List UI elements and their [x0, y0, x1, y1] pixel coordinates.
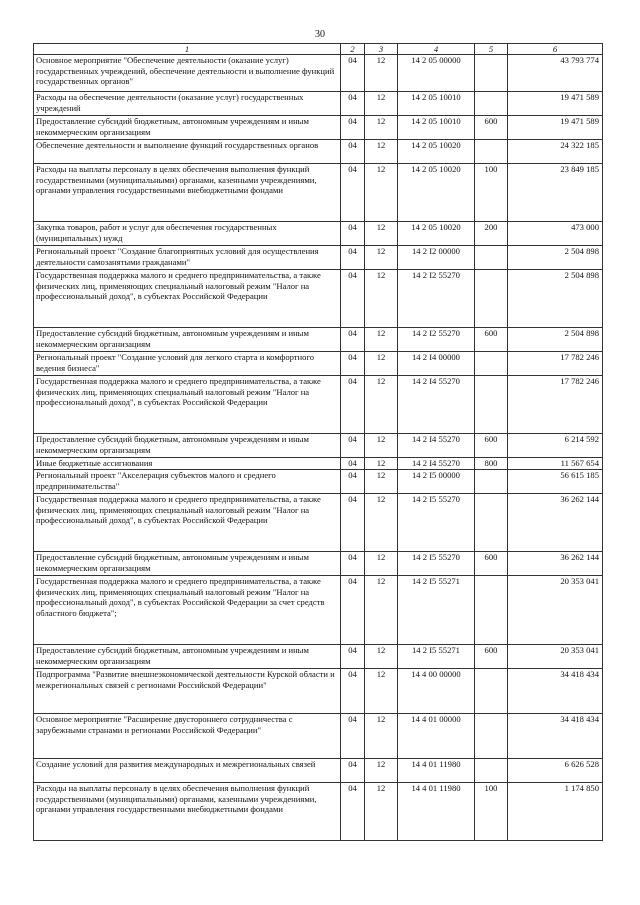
table-row: [34, 576, 603, 645]
table-row: [34, 494, 603, 552]
row-subsection-cell: 12: [365, 576, 398, 645]
header-col-5: 5: [475, 44, 508, 55]
row-name-cell: Предоставление субсидий бюджетным, автономным учреждениям и иным некоммерческим организациям: [34, 328, 341, 352]
row-expense-type-cell: 600: [475, 552, 508, 576]
row-target-article-cell: 14 4 01 11980: [398, 783, 475, 841]
table-row: [34, 470, 603, 494]
row-expense-type-cell: [475, 352, 508, 376]
row-expense-type-cell: [475, 714, 508, 759]
row-subsection-cell: 12: [365, 494, 398, 552]
row-target-article-cell: 14 2 I4 55270: [398, 458, 475, 470]
row-expense-type-cell: 200: [475, 222, 508, 246]
row-subsection-cell: 12: [365, 783, 398, 841]
row-section-cell: 04: [341, 376, 365, 434]
row-expense-type-cell: [475, 246, 508, 270]
row-amount-cell: 34 418 434: [508, 714, 603, 759]
table-row: [34, 270, 603, 328]
table-row: [34, 352, 603, 376]
row-expense-type-cell: [475, 669, 508, 714]
row-expense-type-cell: [475, 470, 508, 494]
row-subsection-cell: 12: [365, 669, 398, 714]
row-name-cell: Обеспечение деятельности и выполнение функций государственных органов: [34, 140, 341, 164]
row-name-cell: Региональный проект "Создание условий для легкого старта и комфортного ведения бизнеса": [34, 352, 341, 376]
table-row: [34, 783, 603, 841]
row-subsection-cell: 12: [365, 328, 398, 352]
row-target-article-cell: 14 2 I5 55271: [398, 645, 475, 669]
table-row: [34, 328, 603, 352]
row-name-cell: Государственная поддержка малого и среднего предпринимательства, а также физических лиц, применяющих специальный налоговый режим "Налог на профессиональный доход", в субъектах Российской Федерации: [34, 376, 341, 434]
row-subsection-cell: 12: [365, 552, 398, 576]
row-amount-cell: 34 418 434: [508, 669, 603, 714]
row-subsection-cell: 12: [365, 55, 398, 92]
row-expense-type-cell: 600: [475, 328, 508, 352]
row-target-article-cell: 14 2 I2 00000: [398, 246, 475, 270]
row-subsection-cell: 12: [365, 140, 398, 164]
row-subsection-cell: 12: [365, 92, 398, 116]
header-col-6: 6: [508, 44, 603, 55]
row-target-article-cell: 14 2 I2 55270: [398, 270, 475, 328]
row-subsection-cell: 12: [365, 759, 398, 783]
row-amount-cell: 23 849 185: [508, 164, 603, 222]
row-amount-cell: 36 262 144: [508, 552, 603, 576]
row-amount-cell: 19 471 589: [508, 92, 603, 116]
header-row: [34, 44, 603, 55]
row-section-cell: 04: [341, 494, 365, 552]
table-row: [34, 92, 603, 116]
row-amount-cell: 56 615 185: [508, 470, 603, 494]
row-target-article-cell: 14 2 I5 55270: [398, 494, 475, 552]
row-expense-type-cell: 600: [475, 434, 508, 458]
row-section-cell: 04: [341, 552, 365, 576]
row-target-article-cell: 14 2 I4 55270: [398, 434, 475, 458]
row-target-article-cell: 14 2 05 10020: [398, 140, 475, 164]
row-amount-cell: 17 782 246: [508, 352, 603, 376]
row-amount-cell: 2 504 898: [508, 246, 603, 270]
row-target-article-cell: 14 2 05 00000: [398, 55, 475, 92]
row-target-article-cell: 14 2 I5 55271: [398, 576, 475, 645]
row-name-cell: Расходы на обеспечение деятельности (оказание услуг) государственных учреждений: [34, 92, 341, 116]
row-name-cell: Иные бюджетные ассигнования: [34, 458, 341, 470]
table-row: [34, 645, 603, 669]
row-target-article-cell: 14 2 I5 55270: [398, 552, 475, 576]
row-target-article-cell: 14 4 00 00000: [398, 669, 475, 714]
row-expense-type-cell: 800: [475, 458, 508, 470]
table-row: [34, 246, 603, 270]
row-target-article-cell: 14 2 05 10020: [398, 222, 475, 246]
table-row: [34, 552, 603, 576]
table-row: [34, 116, 603, 140]
header-col-4: 4: [398, 44, 475, 55]
row-subsection-cell: 12: [365, 164, 398, 222]
row-amount-cell: 2 504 898: [508, 270, 603, 328]
row-expense-type-cell: [475, 55, 508, 92]
row-section-cell: 04: [341, 246, 365, 270]
row-amount-cell: 6 214 592: [508, 434, 603, 458]
row-subsection-cell: 12: [365, 352, 398, 376]
row-amount-cell: 1 174 850: [508, 783, 603, 841]
table-row: [34, 669, 603, 714]
row-name-cell: Государственная поддержка малого и среднего предпринимательства, а также физических лиц, применяющих специальный налоговый режим "Налог на профессиональный доход", в субъектах Российской Федерации: [34, 494, 341, 552]
row-amount-cell: 473 000: [508, 222, 603, 246]
row-target-article-cell: 14 4 01 11980: [398, 759, 475, 783]
row-target-article-cell: 14 4 01 00000: [398, 714, 475, 759]
row-amount-cell: 20 353 041: [508, 576, 603, 645]
row-subsection-cell: 12: [365, 222, 398, 246]
row-name-cell: Предоставление субсидий бюджетным, автономным учреждениям и иным некоммерческим организациям: [34, 434, 341, 458]
row-section-cell: 04: [341, 352, 365, 376]
row-name-cell: Подпрограмма "Развитие внешнеэкономической деятельности Курской области и межрегиональных связей с регионами Российской Федерации": [34, 669, 341, 714]
row-section-cell: 04: [341, 222, 365, 246]
table-row: [34, 222, 603, 246]
table-row: [34, 55, 603, 92]
header-col-3: 3: [365, 44, 398, 55]
row-name-cell: Региональный проект "Создание благоприятных условий для осуществления деятельности самозанятыми гражданами": [34, 246, 341, 270]
budget-table: [33, 43, 603, 841]
row-name-cell: Государственная поддержка малого и среднего предпринимательства, а также физических лиц, применяющих специальный налоговый режим "Налог на профессиональный доход", в субъектах Российской Федерации за счет средств областного бюджета";: [34, 576, 341, 645]
table-row: [34, 714, 603, 759]
page-number: 30: [315, 29, 325, 40]
row-section-cell: 04: [341, 328, 365, 352]
row-section-cell: 04: [341, 92, 365, 116]
row-amount-cell: 11 567 654: [508, 458, 603, 470]
row-expense-type-cell: [475, 92, 508, 116]
row-subsection-cell: 12: [365, 714, 398, 759]
row-section-cell: 04: [341, 140, 365, 164]
row-section-cell: 04: [341, 714, 365, 759]
row-name-cell: Предоставление субсидий бюджетным, автономным учреждениям и иным некоммерческим организациям: [34, 116, 341, 140]
row-subsection-cell: 12: [365, 645, 398, 669]
row-expense-type-cell: [475, 376, 508, 434]
row-name-cell: Расходы на выплаты персоналу в целях обеспечения выполнения функций государственными (муниципальными) органами, казенными учреждениями, органами управления государственными внебюджетными фондами: [34, 783, 341, 841]
row-subsection-cell: 12: [365, 246, 398, 270]
row-amount-cell: 36 262 144: [508, 494, 603, 552]
row-expense-type-cell: 100: [475, 783, 508, 841]
row-expense-type-cell: [475, 140, 508, 164]
row-name-cell: Предоставление субсидий бюджетным, автономным учреждениям и иным некоммерческим организациям: [34, 645, 341, 669]
row-section-cell: 04: [341, 458, 365, 470]
row-expense-type-cell: [475, 576, 508, 645]
row-name-cell: Основное мероприятие "Расширение двустороннего сотрудничества с зарубежными странами и регионами Российской Федерации": [34, 714, 341, 759]
row-expense-type-cell: [475, 759, 508, 783]
row-section-cell: 04: [341, 470, 365, 494]
row-target-article-cell: 14 2 05 10020: [398, 164, 475, 222]
row-section-cell: 04: [341, 270, 365, 328]
row-target-article-cell: 14 2 05 10010: [398, 116, 475, 140]
row-amount-cell: 20 353 041: [508, 645, 603, 669]
row-name-cell: Создание условий для развития международных и межрегиональных связей: [34, 759, 341, 783]
row-expense-type-cell: 600: [475, 116, 508, 140]
row-expense-type-cell: 600: [475, 645, 508, 669]
row-target-article-cell: 14 2 I4 55270: [398, 376, 475, 434]
row-subsection-cell: 12: [365, 434, 398, 458]
row-section-cell: 04: [341, 645, 365, 669]
row-target-article-cell: 14 2 I5 00000: [398, 470, 475, 494]
table-row: [34, 458, 603, 470]
table-body: [34, 55, 603, 841]
row-section-cell: 04: [341, 783, 365, 841]
table-row: [34, 140, 603, 164]
row-name-cell: Региональный проект "Акселерация субъектов малого и среднего предпринимательства": [34, 470, 341, 494]
row-expense-type-cell: 100: [475, 164, 508, 222]
row-subsection-cell: 12: [365, 116, 398, 140]
row-amount-cell: 17 782 246: [508, 376, 603, 434]
header-col-2: 2: [341, 44, 365, 55]
row-name-cell: Государственная поддержка малого и среднего предпринимательства, а также физических лиц, применяющих специальный налоговый режим "Налог на профессиональный доход", в субъектах Российской Федерации: [34, 270, 341, 328]
row-section-cell: 04: [341, 55, 365, 92]
row-section-cell: 04: [341, 164, 365, 222]
header-col-1: 1: [34, 44, 341, 55]
row-amount-cell: 2 504 898: [508, 328, 603, 352]
row-amount-cell: 6 626 528: [508, 759, 603, 783]
row-name-cell: Закупка товаров, работ и услуг для обеспечения государственных (муниципальных) нужд: [34, 222, 341, 246]
row-target-article-cell: 14 2 I2 55270: [398, 328, 475, 352]
row-section-cell: 04: [341, 759, 365, 783]
row-subsection-cell: 12: [365, 376, 398, 434]
row-name-cell: Предоставление субсидий бюджетным, автономным учреждениям и иным некоммерческим организациям: [34, 552, 341, 576]
row-expense-type-cell: [475, 494, 508, 552]
row-amount-cell: 43 793 774: [508, 55, 603, 92]
row-amount-cell: 24 322 185: [508, 140, 603, 164]
row-section-cell: 04: [341, 669, 365, 714]
table-row: [34, 759, 603, 783]
table-row: [34, 434, 603, 458]
table-row: [34, 164, 603, 222]
row-subsection-cell: 12: [365, 270, 398, 328]
row-target-article-cell: 14 2 05 10010: [398, 92, 475, 116]
row-amount-cell: 19 471 589: [508, 116, 603, 140]
row-target-article-cell: 14 2 I4 00000: [398, 352, 475, 376]
row-section-cell: 04: [341, 576, 365, 645]
row-section-cell: 04: [341, 434, 365, 458]
row-section-cell: 04: [341, 116, 365, 140]
table-row: [34, 376, 603, 434]
row-name-cell: Основное мероприятие "Обеспечение деятельности (оказание услуг) государственных учреждений, обеспечение деятельности и выполнение функций государственных органов": [34, 55, 341, 92]
row-subsection-cell: 12: [365, 458, 398, 470]
row-expense-type-cell: [475, 270, 508, 328]
row-subsection-cell: 12: [365, 470, 398, 494]
row-name-cell: Расходы на выплаты персоналу в целях обеспечения выполнения функций государственными (муниципальными) органами, казенными учреждениями, органами управления государственными внебюджетными фондами: [34, 164, 341, 222]
